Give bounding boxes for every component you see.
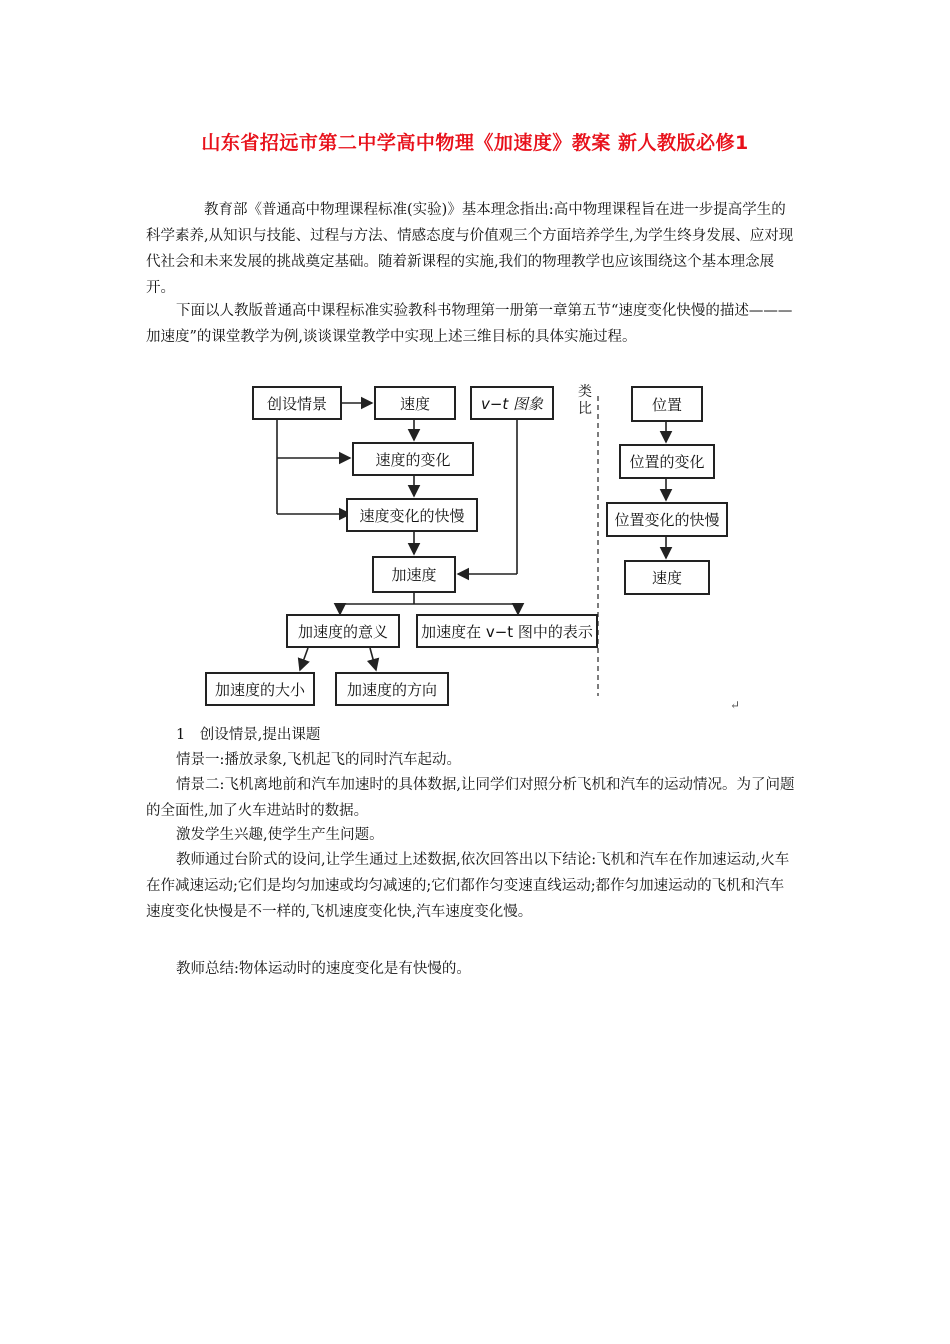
concept-flow-diagram (200, 376, 740, 716)
return-mark: ↵ (730, 698, 741, 712)
diagram-connectors (200, 376, 740, 716)
intro-paragraph-1: 教育部《普通高中物理课程标准(实验)》基本理念指出:高中物理课程旨在进一步提高学生的科学素养,从知识与技能、过程与方法、情感态度与价值观三个方面培养学生,为学生终身发展、应对现代社会和未来发展的挑战奠定基础。随着新课程的实施,我们的物理教学也应该围绕这个基本理念展开。 (146, 202, 794, 296)
box-position: 位置 (631, 386, 703, 422)
intro-paragraph-2: 下面以人教版普通高中课程标准实验教科书物理第一册第一章第五节“速度变化快慢的描述———加速度”的课堂教学为例,谈谈课堂教学中实现上述三维目标的具体实施过程。 (146, 303, 793, 345)
box-acceleration-meaning: 加速度的意义 (286, 614, 400, 648)
interest-text: 激发学生兴趣,使学生产生问题。 (176, 827, 384, 843)
box-velocity-change: 速度的变化 (352, 442, 474, 476)
scene-one: 情景一:播放录象,飞机起飞的同时汽车起动。 (176, 752, 461, 768)
box-position-change-rate: 位置变化的快慢 (606, 502, 728, 537)
box-acceleration-magnitude: 加速度的大小 (205, 672, 315, 706)
box-velocity: 速度 (374, 386, 456, 420)
box-acceleration-direction: 加速度的方向 (335, 672, 449, 706)
box-velocity-right: 速度 (624, 560, 710, 595)
box-acceleration: 加速度 (372, 556, 456, 593)
box-create-scene: 创设情景 (252, 386, 342, 420)
box-position-change: 位置的变化 (619, 444, 715, 479)
box-acceleration-in-vt: 加速度在 v−t 图中的表示 (416, 614, 598, 648)
document-title: 山东省招远市第二中学高中物理《加速度》教案 新人教版必修1 (201, 132, 749, 154)
analogy-label: 类比 (578, 384, 592, 417)
box-vt-graph: v−t 图象 (470, 386, 554, 420)
section-heading: 1 创设情景,提出课题 (176, 727, 321, 743)
teacher-summary: 教师总结:物体运动时的速度变化是有快慢的。 (176, 961, 471, 977)
box-velocity-change-rate: 速度变化的快慢 (346, 498, 478, 532)
teacher-questioning: 教师通过台阶式的设问,让学生通过上述数据,依次回答出以下结论:飞机和汽车在作加速运动,火车在作减速运动;它们是均匀加速或均匀减速的;它们都作匀变速直线运动;都作匀加速运动的飞机和汽车速度变化快慢是不一样的,飞机速度变化快,汽车速度变化慢。 (146, 852, 790, 920)
scene-two: 情景二:飞机离地前和汽车加速时的具体数据,让同学们对照分析飞机和汽车的运动情况。为了问题的全面性,加了火车进站时的数据。 (146, 777, 795, 819)
